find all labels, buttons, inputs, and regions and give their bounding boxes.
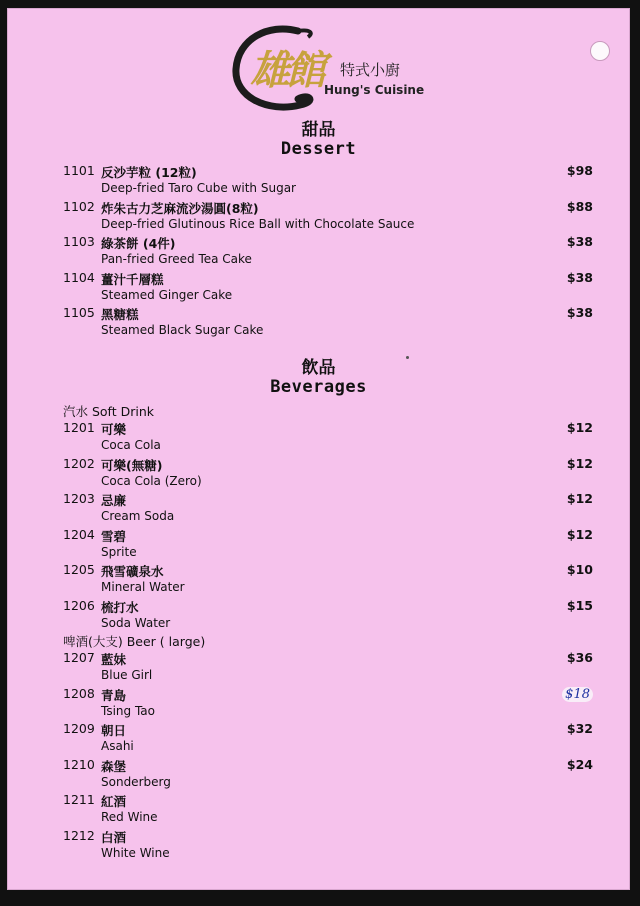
punch-hole bbox=[590, 41, 610, 61]
menu-item-row bbox=[63, 234, 593, 252]
item-code: 1210 bbox=[63, 756, 95, 772]
item-name-cn: 綠茶餅 (4件) bbox=[101, 236, 176, 251]
brand-english-name: Hung's Cuisine bbox=[324, 83, 425, 97]
item-code: 1205 bbox=[63, 562, 95, 577]
menu-item-row bbox=[63, 305, 593, 323]
item-name-cn: 紅酒 bbox=[101, 794, 127, 809]
item-price: $15 bbox=[566, 597, 593, 613]
item-name-en: Steamed Ginger Cake bbox=[101, 287, 233, 302]
menu-item-row bbox=[63, 420, 593, 438]
menu-item-row bbox=[63, 828, 593, 846]
menu-item-row bbox=[63, 163, 593, 181]
menu-item-row bbox=[63, 686, 593, 704]
item-price: $98 bbox=[566, 163, 593, 178]
menu-item-row bbox=[63, 650, 593, 668]
item-name-en: Sonderberg bbox=[101, 774, 171, 789]
item-price: $12 bbox=[566, 526, 593, 542]
item-code: 1202 bbox=[63, 455, 95, 471]
item-name-en: Sprite bbox=[101, 544, 137, 559]
item-code: 1211 bbox=[63, 792, 95, 807]
item-price: $38 bbox=[566, 305, 593, 320]
handwritten-price: $18 bbox=[562, 687, 593, 702]
dessert-title-en: Dessert bbox=[280, 139, 357, 159]
item-price: $36 bbox=[566, 650, 593, 665]
item-name-cn: 白酒 bbox=[101, 829, 127, 845]
menu-item-row bbox=[63, 721, 593, 739]
item-code: 1201 bbox=[63, 420, 95, 435]
item-code: 1104 bbox=[63, 269, 95, 285]
item-name-cn: 反沙芋粒 (12粒) bbox=[101, 165, 197, 180]
item-name-en: Blue Girl bbox=[101, 668, 153, 682]
item-code: 1212 bbox=[63, 827, 95, 843]
item-price: $10 bbox=[566, 562, 593, 577]
menu-item-row bbox=[63, 792, 593, 810]
item-code: 1207 bbox=[63, 650, 95, 665]
item-name-en: Steamed Black Sugar Cake bbox=[101, 323, 264, 337]
item-code: 1101 bbox=[63, 163, 95, 178]
item-name-cn: 可樂 bbox=[101, 422, 127, 437]
soft-drink-heading: 汽水 Soft Drink bbox=[63, 404, 155, 419]
item-name-cn: 忌廉 bbox=[101, 493, 127, 508]
menu-item-row bbox=[63, 562, 593, 580]
item-name-en: Mineral Water bbox=[101, 580, 185, 594]
item-code: 1203 bbox=[63, 491, 95, 506]
beverages-title-cn: 飲品 bbox=[301, 358, 336, 378]
item-code: 1102 bbox=[63, 198, 95, 214]
restaurant-logo bbox=[228, 17, 428, 117]
item-name-cn: 藍妹 bbox=[101, 652, 127, 667]
item-name-en: Deep-fried Glutinous Rice Ball with Chocolate Sauce bbox=[101, 216, 415, 231]
item-code: 1204 bbox=[63, 526, 95, 542]
item-name-en: Asahi bbox=[101, 739, 134, 753]
item-name-cn: 黑糖糕 bbox=[101, 307, 139, 322]
item-name-cn: 森堡 bbox=[101, 758, 127, 774]
item-name-en: Tsing Tao bbox=[101, 703, 156, 718]
item-code: 1208 bbox=[63, 685, 95, 701]
beer-heading: 啤酒(大支) Beer ( large) bbox=[63, 634, 206, 649]
menu-item-row bbox=[63, 199, 593, 217]
item-name-en: Deep-fried Taro Cube with Sugar bbox=[101, 181, 296, 195]
item-name-en: Soda Water bbox=[101, 615, 171, 630]
menu-item-row bbox=[63, 598, 593, 616]
item-name-cn: 可樂(無糖) bbox=[101, 457, 163, 473]
item-name-cn: 朝日 bbox=[101, 723, 127, 738]
item-name-en: Cream Soda bbox=[101, 509, 175, 523]
item-price: $88 bbox=[566, 198, 593, 214]
item-code: 1103 bbox=[63, 234, 95, 249]
menu-page bbox=[7, 8, 630, 890]
item-name-cn: 雪碧 bbox=[101, 528, 127, 544]
item-price: $38 bbox=[566, 269, 593, 285]
menu-item-row bbox=[63, 757, 593, 775]
item-name-cn: 梳打水 bbox=[101, 599, 139, 615]
item-name-en: Coca Cola (Zero) bbox=[101, 473, 202, 488]
item-code: 1206 bbox=[63, 597, 95, 613]
item-price: $24 bbox=[566, 756, 593, 772]
menu-item-row bbox=[63, 527, 593, 545]
item-price: $12 bbox=[566, 455, 593, 471]
item-name-en: Coca Cola bbox=[101, 438, 161, 452]
logo-calligraphy: 雄館 bbox=[250, 47, 322, 94]
item-name-cn: 飛雪礦泉水 bbox=[101, 564, 164, 579]
item-name-en: Red Wine bbox=[101, 810, 158, 824]
item-price: $12 bbox=[566, 491, 593, 506]
beverages-title-en: Beverages bbox=[270, 377, 367, 397]
item-price bbox=[533, 686, 593, 702]
item-price: $38 bbox=[566, 234, 593, 249]
item-name-cn: 青島 bbox=[101, 687, 127, 703]
item-name-en: White Wine bbox=[101, 845, 170, 860]
item-name-cn: 薑汁千層糕 bbox=[101, 271, 164, 287]
item-code: 1209 bbox=[63, 721, 95, 736]
menu-item-row bbox=[63, 491, 593, 509]
item-price: $32 bbox=[566, 721, 593, 736]
menu-item-row bbox=[63, 270, 593, 288]
item-name-en: Pan-fried Greed Tea Cake bbox=[101, 252, 252, 266]
menu-item-row bbox=[63, 456, 593, 474]
dessert-title-cn: 甜品 bbox=[301, 120, 336, 140]
item-price: $12 bbox=[566, 420, 593, 435]
item-name-cn: 炸朱古力芝麻流沙湯圓(8粒) bbox=[101, 200, 259, 216]
item-code: 1105 bbox=[63, 305, 95, 320]
brand-chinese-name: 特式小廚 bbox=[340, 61, 401, 79]
